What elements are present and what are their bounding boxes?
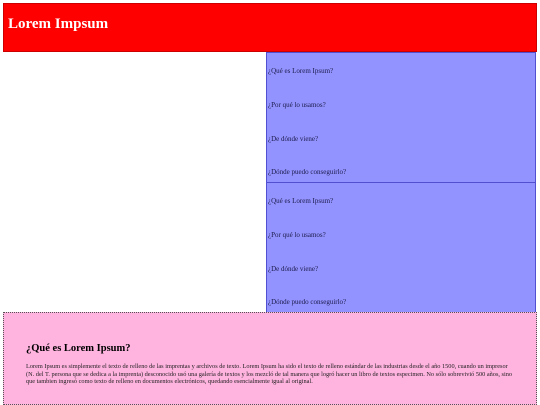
nav-link-donde-conseguirlo[interactable]: ¿Dónde puedo conseguirlo? [268,298,347,306]
nav-link-por-que[interactable]: ¿Por qué lo usamos? [268,231,326,239]
page-header [3,3,537,52]
nav-link-de-donde[interactable]: ¿De dónde viene? [268,135,319,143]
article-body: Lorem Ipsum es simplemente el texto de relleno de las imprentas y archivos de texto. Lorem Ipsum ha sido el texto de relleno estándar de las industrias desde el año 1500, cuando un impresor (N. del T. persona que se dedica a la imprenta) desconocido usó una galería de textos y los mezcló de tal manera que logró hacer un libro de textos especimen. No sólo sobrevivió 500 años, sino que tambien ingresó como texto de relleno en documentos electrónicos, quedando esencialmente igual al original. [26,363,513,386]
nav-link-de-donde[interactable]: ¿De dónde viene? [268,265,319,273]
article-section [3,312,537,405]
nav-link-donde-conseguirlo[interactable]: ¿Dónde puedo conseguirlo? [268,168,347,176]
site-title: Lorem Impsum [8,16,109,32]
nav-link-que-es[interactable]: ¿Qué es Lorem Ipsum? [268,197,334,205]
nav-link-que-es[interactable]: ¿Qué es Lorem Ipsum? [268,67,334,75]
nav-link-por-que[interactable]: ¿Por qué lo usamos? [268,101,326,109]
article-title: ¿Qué es Lorem Ipsum? [26,343,131,354]
nav-section-1 [266,52,536,183]
nav-section-2 [266,182,536,313]
